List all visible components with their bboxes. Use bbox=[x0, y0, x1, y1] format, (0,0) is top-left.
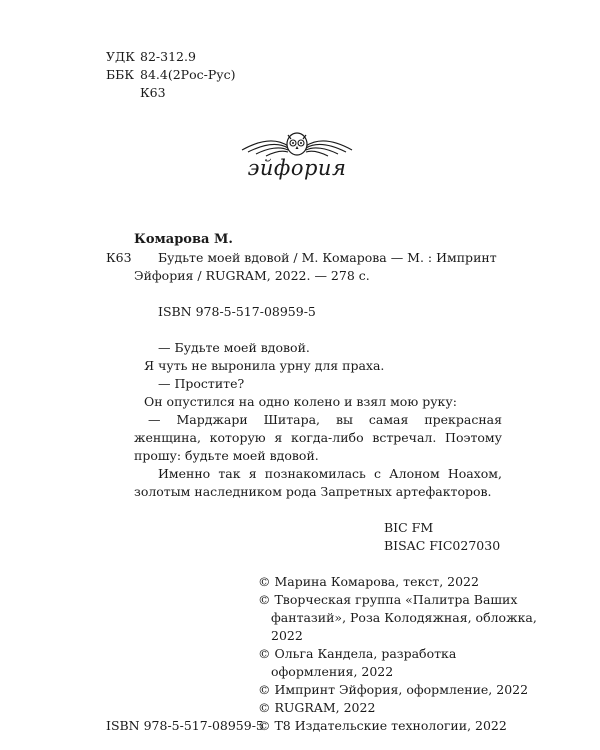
annotation-paragraph-6: Именно так я познакомилась с Алоном Ноахом, золотым наследником рода Запретных артефакторов. bbox=[134, 466, 502, 499]
annotation-paragraph-5: — Марджари Шитара, вы самая прекрасная женщина, которую я когда-либо встречал. Поэтому прошу: будьте моей вдовой. bbox=[134, 412, 502, 463]
annotation-line-2: Я чуть не выронила урну для праха. bbox=[144, 358, 385, 373]
author-mark: К63 bbox=[140, 85, 166, 100]
bic-code: BIC FM bbox=[384, 520, 434, 535]
isbn-catalog: ISBN 978-5-517-08959-5 bbox=[158, 304, 316, 319]
description-line-2: Эйфория / RUGRAM, 2022. — 278 с. bbox=[134, 268, 370, 283]
author-name: Комарова М. bbox=[134, 232, 233, 247]
copyright-line: © Творческая группа «Палитра Ваших bbox=[258, 592, 518, 607]
udk-value: 82-312.9 bbox=[140, 49, 196, 64]
copyright-line: © Т8 Издательские технологии, 2022 bbox=[258, 718, 507, 733]
copyright-line: © Марина Комарова, текст, 2022 bbox=[258, 574, 479, 589]
copyright-line: 2022 bbox=[271, 628, 303, 643]
logo-wordmark: эйфория bbox=[247, 156, 347, 180]
copyright-line: © Ольга Кандела, разработка bbox=[258, 646, 457, 661]
bisac-code: BISAC FIC027030 bbox=[384, 538, 501, 553]
udk-label: УДК bbox=[106, 49, 135, 64]
copyright-line: © RUGRAM, 2022 bbox=[258, 700, 376, 715]
copyright-line: © Импринт Эйфория, оформление, 2022 bbox=[258, 682, 529, 697]
bbk-label: ББК bbox=[106, 67, 135, 82]
isbn-footer: ISBN 978-5-517-08959-5 bbox=[106, 718, 264, 733]
annotation-line-4: Он опустился на одно колено и взял мою руку: bbox=[144, 394, 457, 409]
copyright-line: оформления, 2022 bbox=[271, 664, 394, 679]
catalog-author-mark: К63 bbox=[106, 250, 132, 265]
annotation-line-3: — Простите? bbox=[158, 376, 245, 391]
bbk-value: 84.4(2Рос-Рус) bbox=[140, 67, 236, 82]
description-line-1: Будьте моей вдовой / М. Комарова — М. : Импринт bbox=[158, 250, 497, 265]
annotation-line-1: — Будьте моей вдовой. bbox=[158, 340, 310, 355]
publisher-logo bbox=[238, 130, 356, 186]
copyright-line: фантазий», Роза Колодяжная, обложка, bbox=[271, 610, 537, 625]
